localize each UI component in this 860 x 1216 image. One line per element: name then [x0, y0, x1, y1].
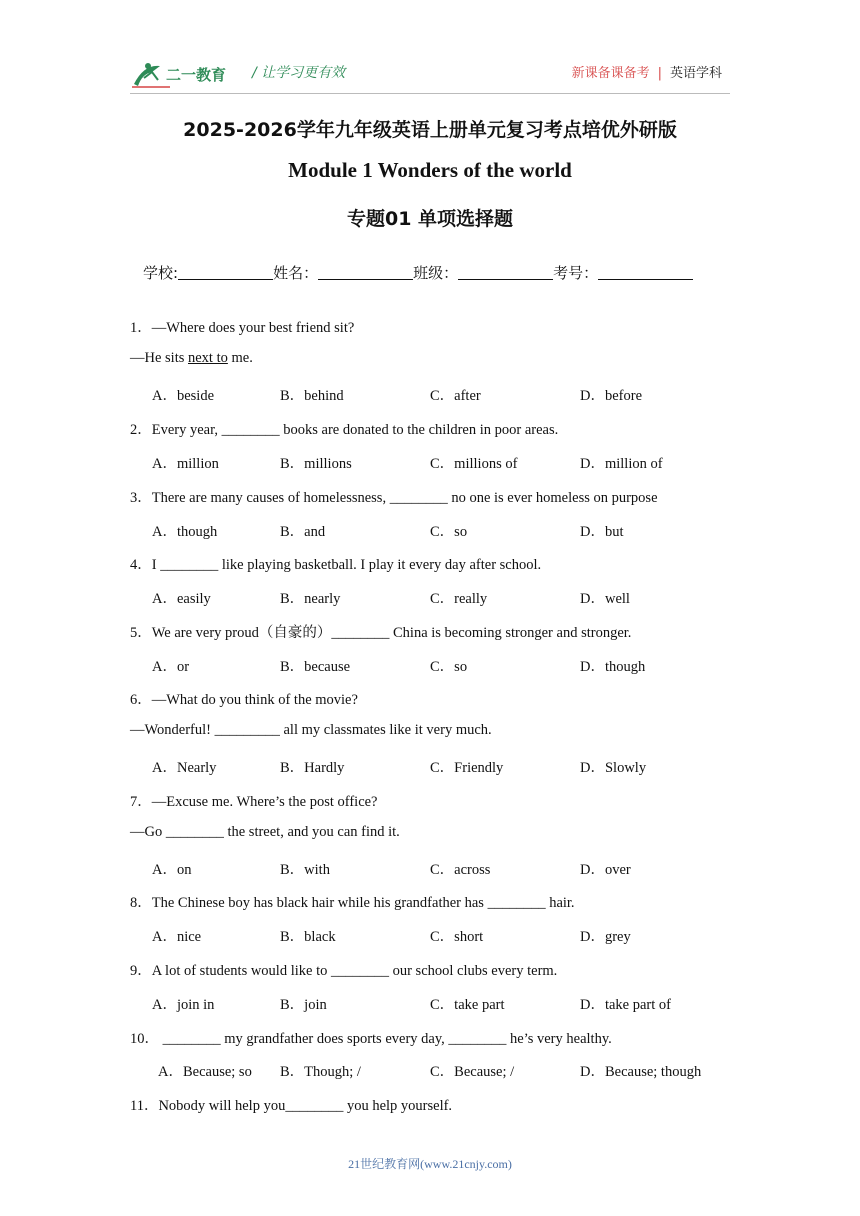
option-d[interactable]: D．grey: [580, 929, 631, 945]
question-stem: 8．The Chinese boy has black hair while his grandfather has ________ hair.: [130, 895, 575, 911]
option-b[interactable]: B．with: [280, 862, 330, 878]
question-stem: 11．Nobody will help you________ you help yourself.: [130, 1098, 453, 1114]
option-a[interactable]: A．easily: [152, 591, 211, 607]
question-stem: 2．Every year, ________ books are donated to the children in poor areas.: [130, 422, 559, 438]
question-stem: 10． ________ my grandfather does sports every day, ________ he’s very healthy.: [130, 1031, 612, 1047]
option-b[interactable]: B．millions: [280, 456, 352, 472]
name-blank[interactable]: [318, 265, 413, 280]
student-info-line: [143, 262, 693, 283]
option-d[interactable]: D．million of: [580, 456, 663, 472]
option-a[interactable]: A．Because; so: [158, 1064, 252, 1080]
option-d[interactable]: D．Because; though: [580, 1064, 702, 1080]
stem-text: —He sits: [130, 350, 188, 366]
option-d[interactable]: D．before: [580, 388, 643, 404]
option-b[interactable]: B．join: [280, 997, 327, 1013]
page-header: [0, 0, 860, 100]
option-c[interactable]: C．across: [430, 862, 491, 878]
logo-icon: [130, 58, 240, 90]
option-a[interactable]: A．Nearly: [152, 760, 217, 776]
option-b[interactable]: B．Hardly: [280, 760, 345, 776]
class-blank[interactable]: [458, 265, 553, 280]
option-c[interactable]: C．take part: [430, 997, 505, 1013]
question-stem: 4．I ________ like playing basketball. I play it every day after school.: [130, 557, 542, 573]
module-title: Module 1 Wonders of the world: [288, 158, 572, 182]
option-a[interactable]: A．on: [152, 862, 192, 878]
question-stem: —Wonderful! _________ all my classmates like it very much.: [130, 722, 492, 738]
header-subject: 英语学科: [669, 66, 722, 81]
name-label: 姓名：: [273, 264, 319, 282]
option-b[interactable]: B．because: [280, 659, 351, 675]
question-stem: 1．—Where does your best friend sit?: [130, 320, 355, 336]
header-course-label: 新课备课备考: [571, 66, 650, 81]
stem-text: me.: [227, 350, 253, 366]
question-stem: 9．A lot of students would like to ________ our school clubs every term.: [130, 963, 558, 979]
question-stem: 3．There are many causes of homelessness, ________ no one is ever homeless on purpose: [130, 490, 658, 506]
option-a[interactable]: A．though: [152, 524, 218, 540]
option-c[interactable]: C．Friendly: [430, 760, 504, 776]
option-d[interactable]: D．well: [580, 591, 630, 607]
option-c[interactable]: C．really: [430, 591, 488, 607]
option-c[interactable]: C．so: [430, 524, 468, 540]
option-a[interactable]: A．million: [152, 456, 219, 472]
option-a[interactable]: A．nice: [152, 929, 202, 945]
doc-title: 2025-2026学年九年级英语上册单元复习考点培优外研版: [183, 119, 677, 141]
header-divider: [130, 93, 730, 94]
option-b[interactable]: B．Though; /: [280, 1064, 361, 1080]
header-slogan: / 让学习更有效: [252, 65, 346, 81]
school-blank[interactable]: [178, 265, 273, 280]
underlined-phrase: next to: [188, 350, 228, 366]
option-c[interactable]: C．short: [430, 929, 484, 945]
option-b[interactable]: B．and: [280, 524, 326, 540]
svg-text:二一教育: 二一教育: [166, 66, 227, 84]
exam-no-label: 考号：: [553, 264, 599, 282]
option-a[interactable]: A．beside: [152, 388, 215, 404]
option-c[interactable]: C．Because; /: [430, 1064, 515, 1080]
option-b[interactable]: B．black: [280, 929, 336, 945]
option-a[interactable]: A．or: [152, 659, 190, 675]
exam-no-blank[interactable]: [598, 265, 693, 280]
header-right: [572, 62, 722, 81]
option-d[interactable]: D．take part of: [580, 997, 671, 1013]
school-label: 学校:: [143, 264, 179, 282]
question-stem: 7．—Excuse me. Where’s the post office?: [130, 794, 378, 810]
option-c[interactable]: C．after: [430, 388, 481, 404]
question-stem: —Go ________ the street, and you can find it.: [130, 824, 400, 840]
question-stem: 5．We are very proud（自豪的）________ China is becoming stronger and stronger.: [130, 625, 632, 641]
option-d[interactable]: D．Slowly: [580, 760, 647, 776]
option-d[interactable]: D．but: [580, 524, 624, 540]
option-b[interactable]: B．behind: [280, 388, 344, 404]
option-c[interactable]: C．so: [430, 659, 468, 675]
option-b[interactable]: B．nearly: [280, 591, 341, 607]
option-d[interactable]: D．over: [580, 862, 631, 878]
topic-title: 专题01 单项选择题: [346, 208, 514, 230]
question-stem: 6．—What do you think of the movie?: [130, 692, 358, 708]
option-d[interactable]: D．though: [580, 659, 646, 675]
question-stem: [130, 350, 253, 367]
header-separator: |: [657, 66, 662, 81]
class-label: 班级：: [413, 264, 459, 282]
page-footer: 21世纪教育网(www.21cnjy.com): [348, 1157, 512, 1171]
option-c[interactable]: C．millions of: [430, 456, 518, 472]
option-a[interactable]: A．join in: [152, 997, 215, 1013]
